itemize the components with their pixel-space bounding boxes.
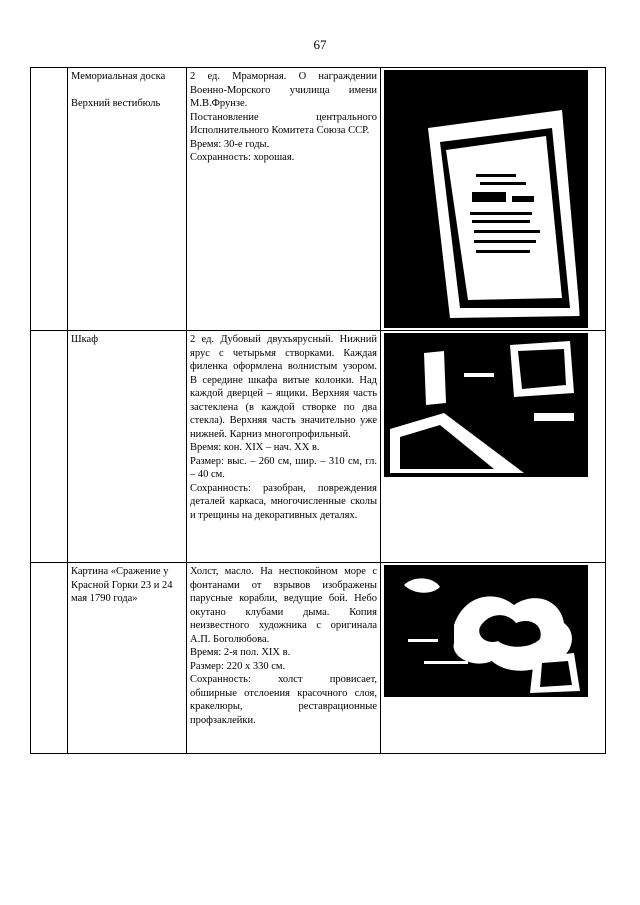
row-number-cell [31,563,68,754]
inventory-table [30,67,606,754]
description-line: Время: 30-е годы. [190,138,270,150]
description-line: Холст, масло. На неспокойном море с фонтанами от взрывов изображены парусные корабли, ведущие бой. Небо окутано клубами дыма. Копия неизвестного художника с оригинала А.П. Боголюбова. [190,566,377,645]
table-row [31,68,606,331]
description-line: Сохранность: холст провисает, обширные отслоения красочного слоя, кракелюры, реставрационные профзаклейки. [190,674,377,726]
painting-photo [384,565,588,697]
item-name: Картина «Сражение у Красной Горки 23 и 24 мая 1790 года» [71,566,173,604]
row-number-cell [31,68,68,331]
item-photo-cell [381,563,606,754]
description-line: Размер: 220 х 330 см. [190,660,286,672]
description-line: Время: 2-я пол. XIX в. [190,647,291,658]
cabinet-photo [384,333,588,477]
memorial-plaque-photo [384,70,588,328]
description-line: 2 ед. Дубовый двухъярусный. Нижний ярус с четырьмя створками. Каждая филенка оформлена волнистым узором. В середине шкафа витые колонки. Над каждой дверцей – ящики. Верхняя часть застеклена (в каждой створке по два стекла). Верхняя часть значительно уже нижней. Карниз многопрофильный. [190,334,377,440]
item-name-cell [68,68,187,331]
description-line: Время: кон. XIX – нач. XX в. [190,442,320,453]
item-photo-cell [381,331,606,563]
page-number: 67 [313,37,327,52]
item-name-cell [68,331,187,563]
description-line: Сохранность: хорошая. [190,152,295,163]
item-photo-cell [381,68,606,331]
item-description-cell [187,563,381,754]
table-row [31,563,606,754]
item-description-cell [187,68,381,331]
description-line: 2 ед. Мраморная. О награждении Военно-Морского училища имени М.В.Фрунзе. [190,71,377,109]
description-line: Размер: выс. – 260 см, шир. – 310 см, гл. – 40 см. [190,455,377,480]
item-name: Шкаф [71,334,98,345]
description-line: Сохранность: разобран, повреждения деталей каркаса, многочисленные сколы и трещины на декоративных деталях. [190,482,377,521]
item-name: Мемориальная доска [71,71,166,82]
table-row [31,331,606,563]
item-location: Верхний вестибюль [71,97,161,109]
item-description-cell [187,331,381,563]
item-name-cell [68,563,187,754]
description-line: Постановление центрального Исполнительного Комитета Союза ССР. [190,111,377,136]
row-number-cell [31,331,68,563]
